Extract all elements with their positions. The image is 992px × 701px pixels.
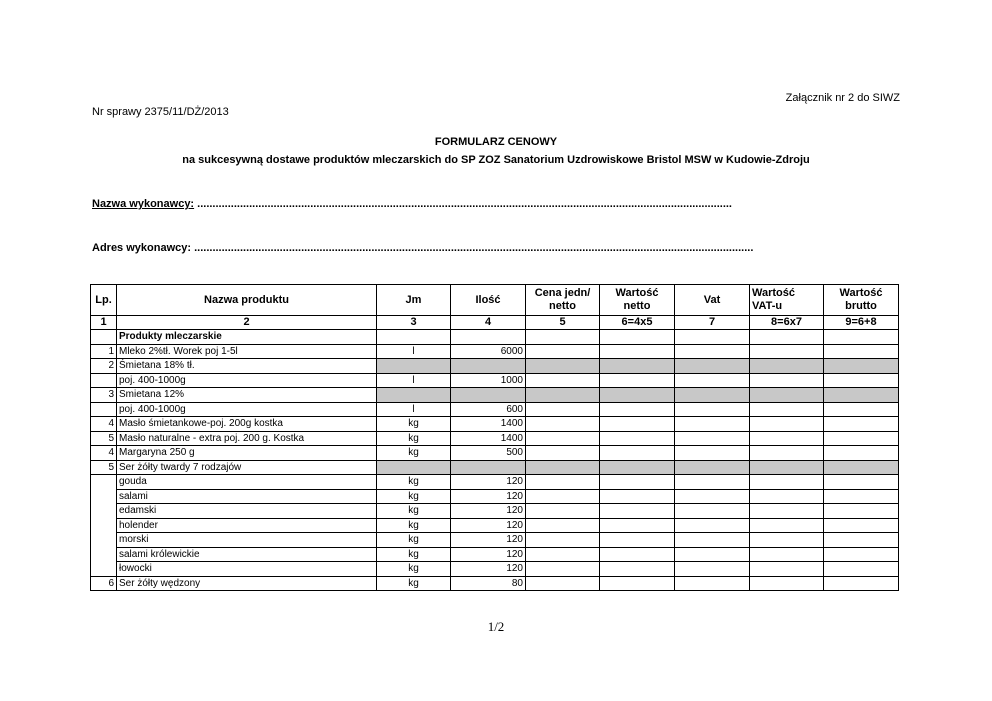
unit-price-cell[interactable] xyxy=(526,359,600,374)
header-qty: Ilość xyxy=(451,285,526,316)
vat-value-cell[interactable] xyxy=(750,562,824,577)
gross-value-cell[interactable] xyxy=(824,417,899,432)
row-qty xyxy=(451,359,526,374)
vat-value-cell[interactable] xyxy=(750,576,824,591)
vat-cell[interactable] xyxy=(675,518,750,533)
table-row xyxy=(91,518,899,533)
gross-value-cell[interactable] xyxy=(824,359,899,374)
net-value-cell[interactable] xyxy=(600,359,675,374)
row-jm: kg xyxy=(377,518,451,533)
col-number: 8=6x7 xyxy=(750,316,824,330)
row-lp: 5 xyxy=(91,431,117,446)
vat-cell[interactable] xyxy=(675,533,750,548)
contractor-address-dots: ....................................................................................................................................................................................... xyxy=(194,242,754,254)
row-jm xyxy=(377,460,451,475)
vat-value-cell[interactable] xyxy=(750,547,824,562)
unit-price-cell[interactable] xyxy=(526,431,600,446)
row-qty xyxy=(451,460,526,475)
vat-value-cell[interactable] xyxy=(750,402,824,417)
row-qty: 120 xyxy=(451,504,526,519)
row-jm: kg xyxy=(377,504,451,519)
vat-cell[interactable] xyxy=(675,547,750,562)
row-name: holender xyxy=(117,518,377,533)
net-value-cell[interactable] xyxy=(600,547,675,562)
row-qty: 120 xyxy=(451,547,526,562)
row-name: morski xyxy=(117,533,377,548)
table-row xyxy=(91,489,899,504)
col-number: 1 xyxy=(91,316,117,330)
vat-value-cell[interactable] xyxy=(750,431,824,446)
unit-price-cell[interactable] xyxy=(526,518,600,533)
unit-price-cell[interactable] xyxy=(526,402,600,417)
header-net-value: Wartość netto xyxy=(600,285,675,316)
unit-price-cell[interactable] xyxy=(526,373,600,388)
table-row xyxy=(91,504,899,519)
table-row xyxy=(91,359,899,374)
col-number: 5 xyxy=(526,316,600,330)
col-number: 6=4x5 xyxy=(600,316,675,330)
table-row xyxy=(91,547,899,562)
gross-value-cell[interactable] xyxy=(824,344,899,359)
table-row xyxy=(91,576,899,591)
row-name: Masło śmietankowe-poj. 200g kostka xyxy=(117,417,377,432)
gross-value-cell[interactable] xyxy=(824,576,899,591)
row-lp xyxy=(91,562,117,577)
category-lp xyxy=(91,330,117,345)
row-lp: 4 xyxy=(91,417,117,432)
row-jm xyxy=(377,359,451,374)
row-qty: 1400 xyxy=(451,417,526,432)
row-qty: 120 xyxy=(451,475,526,490)
row-jm: kg xyxy=(377,533,451,548)
col-number: 2 xyxy=(117,316,377,330)
table-row xyxy=(91,344,899,359)
vat-value-cell[interactable] xyxy=(750,504,824,519)
vat-value-cell[interactable] xyxy=(750,388,824,403)
net-value-cell[interactable] xyxy=(600,533,675,548)
row-lp xyxy=(91,547,117,562)
row-lp: 1 xyxy=(91,344,117,359)
table-row xyxy=(91,388,899,403)
net-value-cell[interactable] xyxy=(600,431,675,446)
row-jm: kg xyxy=(377,489,451,504)
net-value-cell[interactable] xyxy=(600,460,675,475)
row-lp: 3 xyxy=(91,388,117,403)
gross-value-cell[interactable] xyxy=(824,547,899,562)
net-value-cell[interactable] xyxy=(600,402,675,417)
row-name: Smietana 12% xyxy=(117,388,377,403)
row-jm: kg xyxy=(377,562,451,577)
row-jm xyxy=(377,388,451,403)
row-qty: 120 xyxy=(451,518,526,533)
row-qty: 120 xyxy=(451,533,526,548)
unit-price-cell[interactable] xyxy=(526,489,600,504)
row-name: Masło naturalne - extra poj. 200 g. Kostka xyxy=(117,431,377,446)
vat-cell[interactable] xyxy=(675,359,750,374)
net-value-cell[interactable] xyxy=(600,504,675,519)
category-name: Produkty mleczarskie xyxy=(117,330,377,345)
table-row xyxy=(91,402,899,417)
vat-value-cell[interactable] xyxy=(750,533,824,548)
row-lp xyxy=(91,475,117,490)
row-jm: kg xyxy=(377,417,451,432)
vat-cell[interactable] xyxy=(675,344,750,359)
vat-cell[interactable] xyxy=(675,402,750,417)
net-value-cell[interactable] xyxy=(600,388,675,403)
row-jm: l xyxy=(377,373,451,388)
row-jm: kg xyxy=(377,576,451,591)
row-qty xyxy=(451,388,526,403)
row-name: Śmietana 18% tł. xyxy=(117,359,377,374)
unit-price-cell[interactable] xyxy=(526,533,600,548)
row-lp: 2 xyxy=(91,359,117,374)
row-lp xyxy=(91,489,117,504)
gross-value-cell[interactable] xyxy=(824,373,899,388)
table-row xyxy=(91,417,899,432)
header-name: Nazwa produktu xyxy=(117,285,377,316)
page-number: 1/2 xyxy=(487,619,505,634)
vat-cell[interactable] xyxy=(675,431,750,446)
gross-value-cell[interactable] xyxy=(824,388,899,403)
row-qty: 80 xyxy=(451,576,526,591)
row-lp: 5 xyxy=(91,460,117,475)
row-lp: 4 xyxy=(91,446,117,461)
gross-value-cell[interactable] xyxy=(824,533,899,548)
contractor-name-label: Nazwa wykonawcy: xyxy=(92,198,195,210)
net-value-cell[interactable] xyxy=(600,489,675,504)
gross-value-cell[interactable] xyxy=(824,402,899,417)
row-name: łowocki xyxy=(117,562,377,577)
table-row xyxy=(91,533,899,548)
net-value-cell[interactable] xyxy=(600,518,675,533)
gross-value-cell[interactable] xyxy=(824,518,899,533)
header-jm: Jm xyxy=(377,285,451,316)
table-row xyxy=(91,475,899,490)
row-qty: 1000 xyxy=(451,373,526,388)
vat-cell[interactable] xyxy=(675,460,750,475)
row-qty: 600 xyxy=(451,402,526,417)
unit-price-cell[interactable] xyxy=(526,504,600,519)
row-lp xyxy=(91,504,117,519)
vat-cell[interactable] xyxy=(675,475,750,490)
row-jm: kg xyxy=(377,446,451,461)
unit-price-cell[interactable] xyxy=(526,562,600,577)
vat-value-cell[interactable] xyxy=(750,417,824,432)
row-jm: l xyxy=(377,344,451,359)
table-row xyxy=(91,562,899,577)
gross-value-cell[interactable] xyxy=(824,460,899,475)
net-value-cell[interactable] xyxy=(600,417,675,432)
attachment-label: Załącznik nr 2 do SIWZ xyxy=(785,92,900,104)
contractor-name-field[interactable] xyxy=(92,198,732,210)
gross-value-cell[interactable] xyxy=(824,489,899,504)
row-qty: 1400 xyxy=(451,431,526,446)
gross-value-cell[interactable] xyxy=(824,504,899,519)
unit-price-cell[interactable] xyxy=(526,576,600,591)
row-name: poj. 400-1000g xyxy=(117,373,377,388)
row-lp xyxy=(91,518,117,533)
unit-price-cell[interactable] xyxy=(526,460,600,475)
row-jm: l xyxy=(377,402,451,417)
header-vat-value: Wartość VAT-u xyxy=(750,285,824,316)
vat-value-cell[interactable] xyxy=(750,518,824,533)
row-qty: 500 xyxy=(451,446,526,461)
row-lp: 6 xyxy=(91,576,117,591)
price-table xyxy=(90,284,899,591)
unit-price-cell[interactable] xyxy=(526,417,600,432)
category-row xyxy=(91,330,899,345)
vat-value-cell[interactable] xyxy=(750,446,824,461)
row-qty: 6000 xyxy=(451,344,526,359)
contractor-name-dots: ............................................................................................................................................................................... xyxy=(197,198,732,210)
row-name: Ser żółty wędzony xyxy=(117,576,377,591)
header-gross-value: Wartość brutto xyxy=(824,285,899,316)
vat-value-cell[interactable] xyxy=(750,359,824,374)
net-value-cell[interactable] xyxy=(600,344,675,359)
row-jm: kg xyxy=(377,431,451,446)
header-lp: Lp. xyxy=(91,285,117,316)
row-name: Mleko 2%tł. Worek poj 1-5l xyxy=(117,344,377,359)
table-row xyxy=(91,373,899,388)
gross-value-cell[interactable] xyxy=(824,562,899,577)
net-value-cell[interactable] xyxy=(600,373,675,388)
vat-cell[interactable] xyxy=(675,504,750,519)
vat-cell[interactable] xyxy=(675,576,750,591)
form-title: FORMULARZ CENOWY xyxy=(434,136,558,148)
net-value-cell[interactable] xyxy=(600,576,675,591)
vat-cell[interactable] xyxy=(675,562,750,577)
gross-value-cell[interactable] xyxy=(824,446,899,461)
vat-value-cell[interactable] xyxy=(750,489,824,504)
row-jm: kg xyxy=(377,475,451,490)
net-value-cell[interactable] xyxy=(600,562,675,577)
unit-price-cell[interactable] xyxy=(526,475,600,490)
row-lp xyxy=(91,533,117,548)
row-name: Ser żółty twardy 7 rodzajów xyxy=(117,460,377,475)
case-number: Nr sprawy 2375/11/DŻ/2013 xyxy=(92,106,229,118)
contractor-address-label: Adres wykonawcy: xyxy=(92,242,192,254)
unit-price-cell[interactable] xyxy=(526,388,600,403)
row-name: poj. 400-1000g xyxy=(117,402,377,417)
row-name: salami królewickie xyxy=(117,547,377,562)
vat-cell[interactable] xyxy=(675,388,750,403)
vat-value-cell[interactable] xyxy=(750,344,824,359)
row-lp xyxy=(91,373,117,388)
row-lp xyxy=(91,402,117,417)
unit-price-cell[interactable] xyxy=(526,547,600,562)
column-number-row xyxy=(91,316,899,330)
row-name: gouda xyxy=(117,475,377,490)
col-number: 9=6+8 xyxy=(824,316,899,330)
row-name: edamski xyxy=(117,504,377,519)
vat-cell[interactable] xyxy=(675,417,750,432)
vat-value-cell[interactable] xyxy=(750,475,824,490)
unit-price-cell[interactable] xyxy=(526,446,600,461)
col-number: 4 xyxy=(451,316,526,330)
table-row xyxy=(91,431,899,446)
vat-cell[interactable] xyxy=(675,373,750,388)
col-number: 3 xyxy=(377,316,451,330)
col-number: 7 xyxy=(675,316,750,330)
table-row xyxy=(91,446,899,461)
vat-cell[interactable] xyxy=(675,446,750,461)
vat-value-cell[interactable] xyxy=(750,460,824,475)
contractor-address-field[interactable] xyxy=(92,242,753,254)
net-value-cell[interactable] xyxy=(600,475,675,490)
row-jm: kg xyxy=(377,547,451,562)
net-value-cell[interactable] xyxy=(600,446,675,461)
row-name: salami xyxy=(117,489,377,504)
gross-value-cell[interactable] xyxy=(824,475,899,490)
unit-price-cell[interactable] xyxy=(526,344,600,359)
header-vat: Vat xyxy=(675,285,750,316)
table-row xyxy=(91,460,899,475)
vat-cell[interactable] xyxy=(675,489,750,504)
form-subtitle: na sukcesywną dostawe produktów mleczarskich do SP ZOZ Sanatorium Uzdrowiskowe Bristol MSW w Kudowie-Zdroju xyxy=(182,154,810,166)
gross-value-cell[interactable] xyxy=(824,431,899,446)
header-row xyxy=(91,285,899,316)
row-qty: 120 xyxy=(451,489,526,504)
row-qty: 120 xyxy=(451,562,526,577)
row-name: Margaryna 250 g xyxy=(117,446,377,461)
vat-value-cell[interactable] xyxy=(750,373,824,388)
header-unit-price: Cena jedn/ netto xyxy=(526,285,600,316)
